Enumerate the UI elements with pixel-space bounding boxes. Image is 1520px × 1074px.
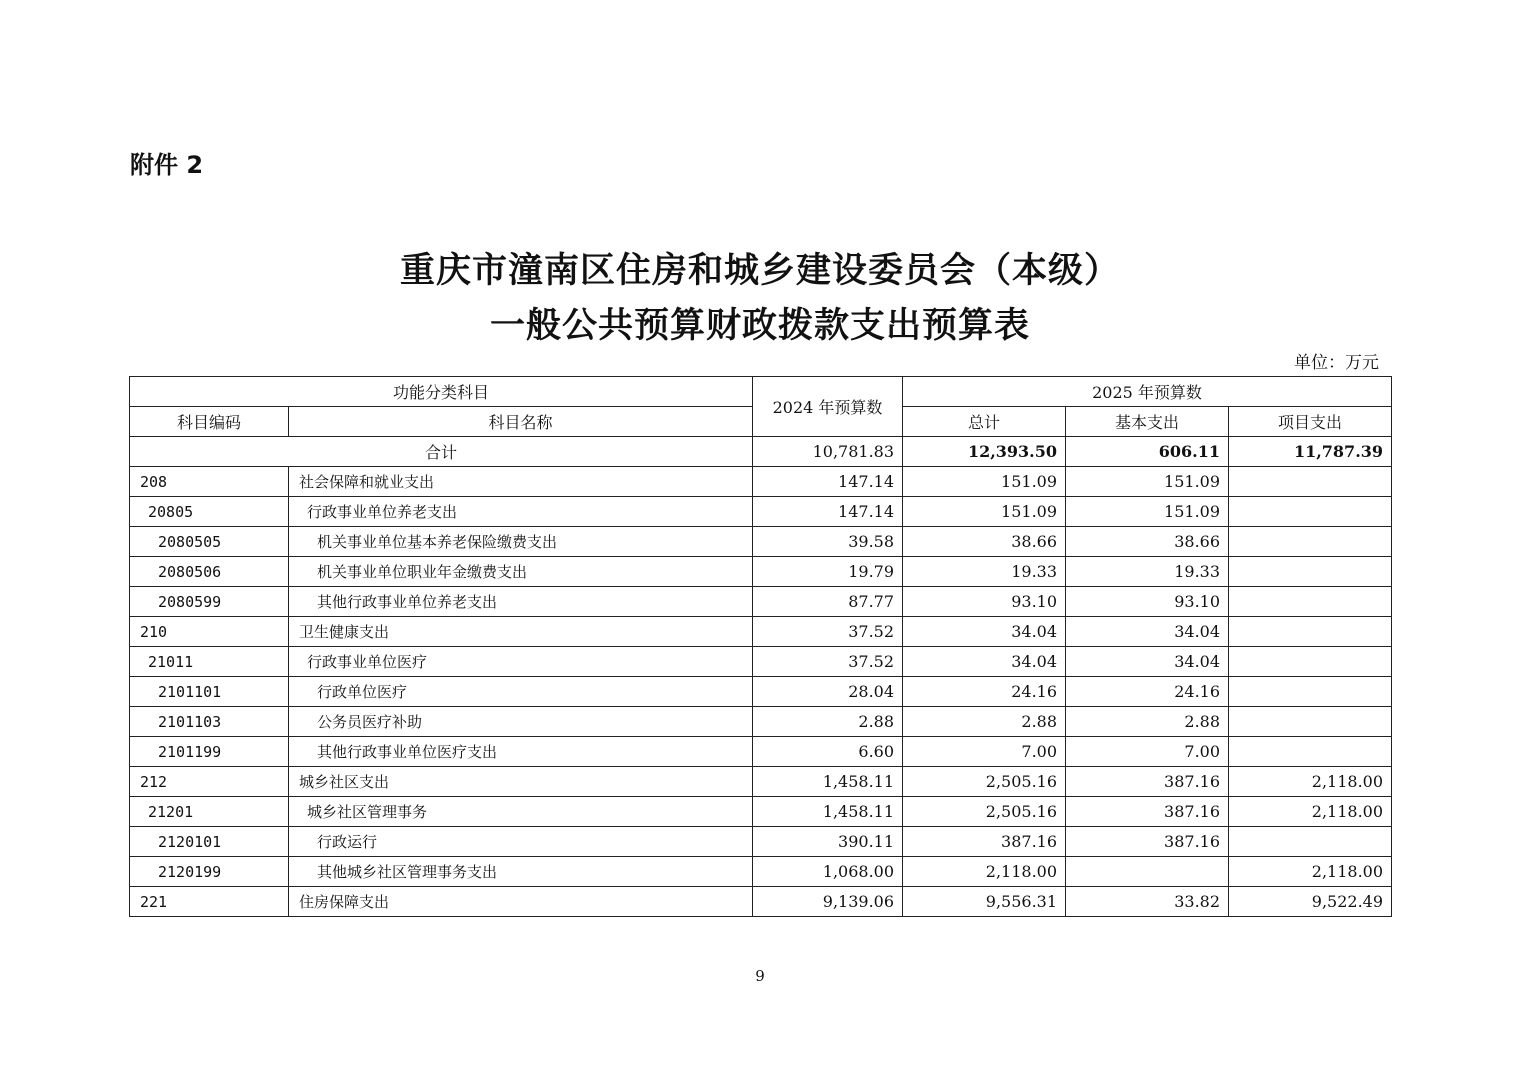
row-project	[1229, 647, 1392, 677]
total-project: 11,787.39	[1229, 437, 1392, 467]
row-name: 机关事业单位职业年金缴费支出	[289, 557, 753, 587]
table-row	[130, 497, 1392, 527]
table-row	[130, 707, 1392, 737]
row-code: 2101103	[130, 707, 289, 737]
table-row	[130, 677, 1392, 707]
table-row	[130, 737, 1392, 767]
row-code: 20805	[130, 497, 289, 527]
row-code: 2080506	[130, 557, 289, 587]
table-row	[130, 857, 1392, 887]
table-row	[130, 827, 1392, 857]
row-project: 2,118.00	[1229, 767, 1392, 797]
row-total: 151.09	[903, 497, 1066, 527]
row-budget-2024: 39.58	[753, 527, 903, 557]
row-basic	[1066, 857, 1229, 887]
table-row	[130, 647, 1392, 677]
header-project: 项目支出	[1229, 407, 1392, 437]
row-budget-2024: 390.11	[753, 827, 903, 857]
row-budget-2024: 87.77	[753, 587, 903, 617]
row-budget-2024: 9,139.06	[753, 887, 903, 917]
row-basic: 151.09	[1066, 467, 1229, 497]
row-total: 151.09	[903, 467, 1066, 497]
row-name: 卫生健康支出	[289, 617, 753, 647]
header-total: 总计	[903, 407, 1066, 437]
row-name: 住房保障支出	[289, 887, 753, 917]
row-total: 93.10	[903, 587, 1066, 617]
row-project	[1229, 557, 1392, 587]
table-row	[130, 467, 1392, 497]
row-total: 2,505.16	[903, 767, 1066, 797]
total-basic: 606.11	[1066, 437, 1229, 467]
row-budget-2024: 1,458.11	[753, 797, 903, 827]
row-project	[1229, 707, 1392, 737]
row-name: 公务员医疗补助	[289, 707, 753, 737]
row-project	[1229, 827, 1392, 857]
row-code: 210	[130, 617, 289, 647]
header-name: 科目名称	[289, 407, 753, 437]
table-row	[130, 887, 1392, 917]
row-total: 24.16	[903, 677, 1066, 707]
row-total: 2,118.00	[903, 857, 1066, 887]
row-basic: 387.16	[1066, 827, 1229, 857]
row-code: 21011	[130, 647, 289, 677]
budget-table	[129, 376, 1392, 917]
header-2025-group: 2025 年预算数	[903, 377, 1392, 407]
row-code: 2101199	[130, 737, 289, 767]
row-code: 2101101	[130, 677, 289, 707]
row-basic: 38.66	[1066, 527, 1229, 557]
row-project	[1229, 497, 1392, 527]
row-total: 9,556.31	[903, 887, 1066, 917]
row-total: 387.16	[903, 827, 1066, 857]
row-project: 9,522.49	[1229, 887, 1392, 917]
row-basic: 2.88	[1066, 707, 1229, 737]
row-basic: 387.16	[1066, 767, 1229, 797]
header-2024-budget: 2024 年预算数	[753, 377, 903, 437]
row-project	[1229, 587, 1392, 617]
row-total: 34.04	[903, 617, 1066, 647]
row-total: 2.88	[903, 707, 1066, 737]
row-name: 行政单位医疗	[289, 677, 753, 707]
total-row	[130, 437, 1392, 467]
row-name: 其他城乡社区管理事务支出	[289, 857, 753, 887]
header-basic: 基本支出	[1066, 407, 1229, 437]
row-budget-2024: 37.52	[753, 617, 903, 647]
row-basic: 33.82	[1066, 887, 1229, 917]
row-code: 21201	[130, 797, 289, 827]
row-name: 其他行政事业单位养老支出	[289, 587, 753, 617]
row-project: 2,118.00	[1229, 797, 1392, 827]
row-total: 2,505.16	[903, 797, 1066, 827]
document-title-line2: 一般公共预算财政拨款支出预算表	[489, 306, 1030, 346]
row-code: 208	[130, 467, 289, 497]
row-project	[1229, 617, 1392, 647]
row-budget-2024: 28.04	[753, 677, 903, 707]
total-label: 合计	[130, 437, 753, 467]
row-name: 社会保障和就业支出	[289, 467, 753, 497]
row-project	[1229, 677, 1392, 707]
page-number: 9	[755, 967, 765, 985]
row-budget-2024: 19.79	[753, 557, 903, 587]
row-budget-2024: 2.88	[753, 707, 903, 737]
row-code: 212	[130, 767, 289, 797]
header-row-1	[130, 377, 1392, 407]
row-name: 其他行政事业单位医疗支出	[289, 737, 753, 767]
row-name: 行政事业单位医疗	[289, 647, 753, 677]
header-code: 科目编码	[130, 407, 289, 437]
row-name: 行政运行	[289, 827, 753, 857]
table-row	[130, 527, 1392, 557]
row-budget-2024: 1,458.11	[753, 767, 903, 797]
row-basic: 19.33	[1066, 557, 1229, 587]
row-total: 19.33	[903, 557, 1066, 587]
document-title-line1: 重庆市潼南区住房和城乡建设委员会（本级）	[399, 251, 1120, 291]
row-basic: 93.10	[1066, 587, 1229, 617]
row-budget-2024: 147.14	[753, 497, 903, 527]
row-project	[1229, 467, 1392, 497]
total-2024: 10,781.83	[753, 437, 903, 467]
unit-label: 单位：万元	[1294, 353, 1379, 373]
header-functional-group: 功能分类科目	[130, 377, 753, 407]
row-budget-2024: 6.60	[753, 737, 903, 767]
attachment-label: 附件 2	[130, 151, 204, 179]
table-row	[130, 617, 1392, 647]
total-total: 12,393.50	[903, 437, 1066, 467]
row-project: 2,118.00	[1229, 857, 1392, 887]
row-name: 行政事业单位养老支出	[289, 497, 753, 527]
row-basic: 151.09	[1066, 497, 1229, 527]
row-budget-2024: 1,068.00	[753, 857, 903, 887]
row-budget-2024: 37.52	[753, 647, 903, 677]
table-row	[130, 797, 1392, 827]
row-name: 城乡社区管理事务	[289, 797, 753, 827]
row-basic: 34.04	[1066, 617, 1229, 647]
row-code: 221	[130, 887, 289, 917]
row-name: 城乡社区支出	[289, 767, 753, 797]
row-basic: 34.04	[1066, 647, 1229, 677]
row-project	[1229, 737, 1392, 767]
row-code: 2120101	[130, 827, 289, 857]
row-project	[1229, 527, 1392, 557]
row-basic: 387.16	[1066, 797, 1229, 827]
row-code: 2080599	[130, 587, 289, 617]
row-name: 机关事业单位基本养老保险缴费支出	[289, 527, 753, 557]
table-row	[130, 557, 1392, 587]
row-code: 2080505	[130, 527, 289, 557]
row-code: 2120199	[130, 857, 289, 887]
row-basic: 7.00	[1066, 737, 1229, 767]
row-budget-2024: 147.14	[753, 467, 903, 497]
table-row	[130, 767, 1392, 797]
row-basic: 24.16	[1066, 677, 1229, 707]
row-total: 7.00	[903, 737, 1066, 767]
row-total: 38.66	[903, 527, 1066, 557]
table-row	[130, 587, 1392, 617]
row-total: 34.04	[903, 647, 1066, 677]
